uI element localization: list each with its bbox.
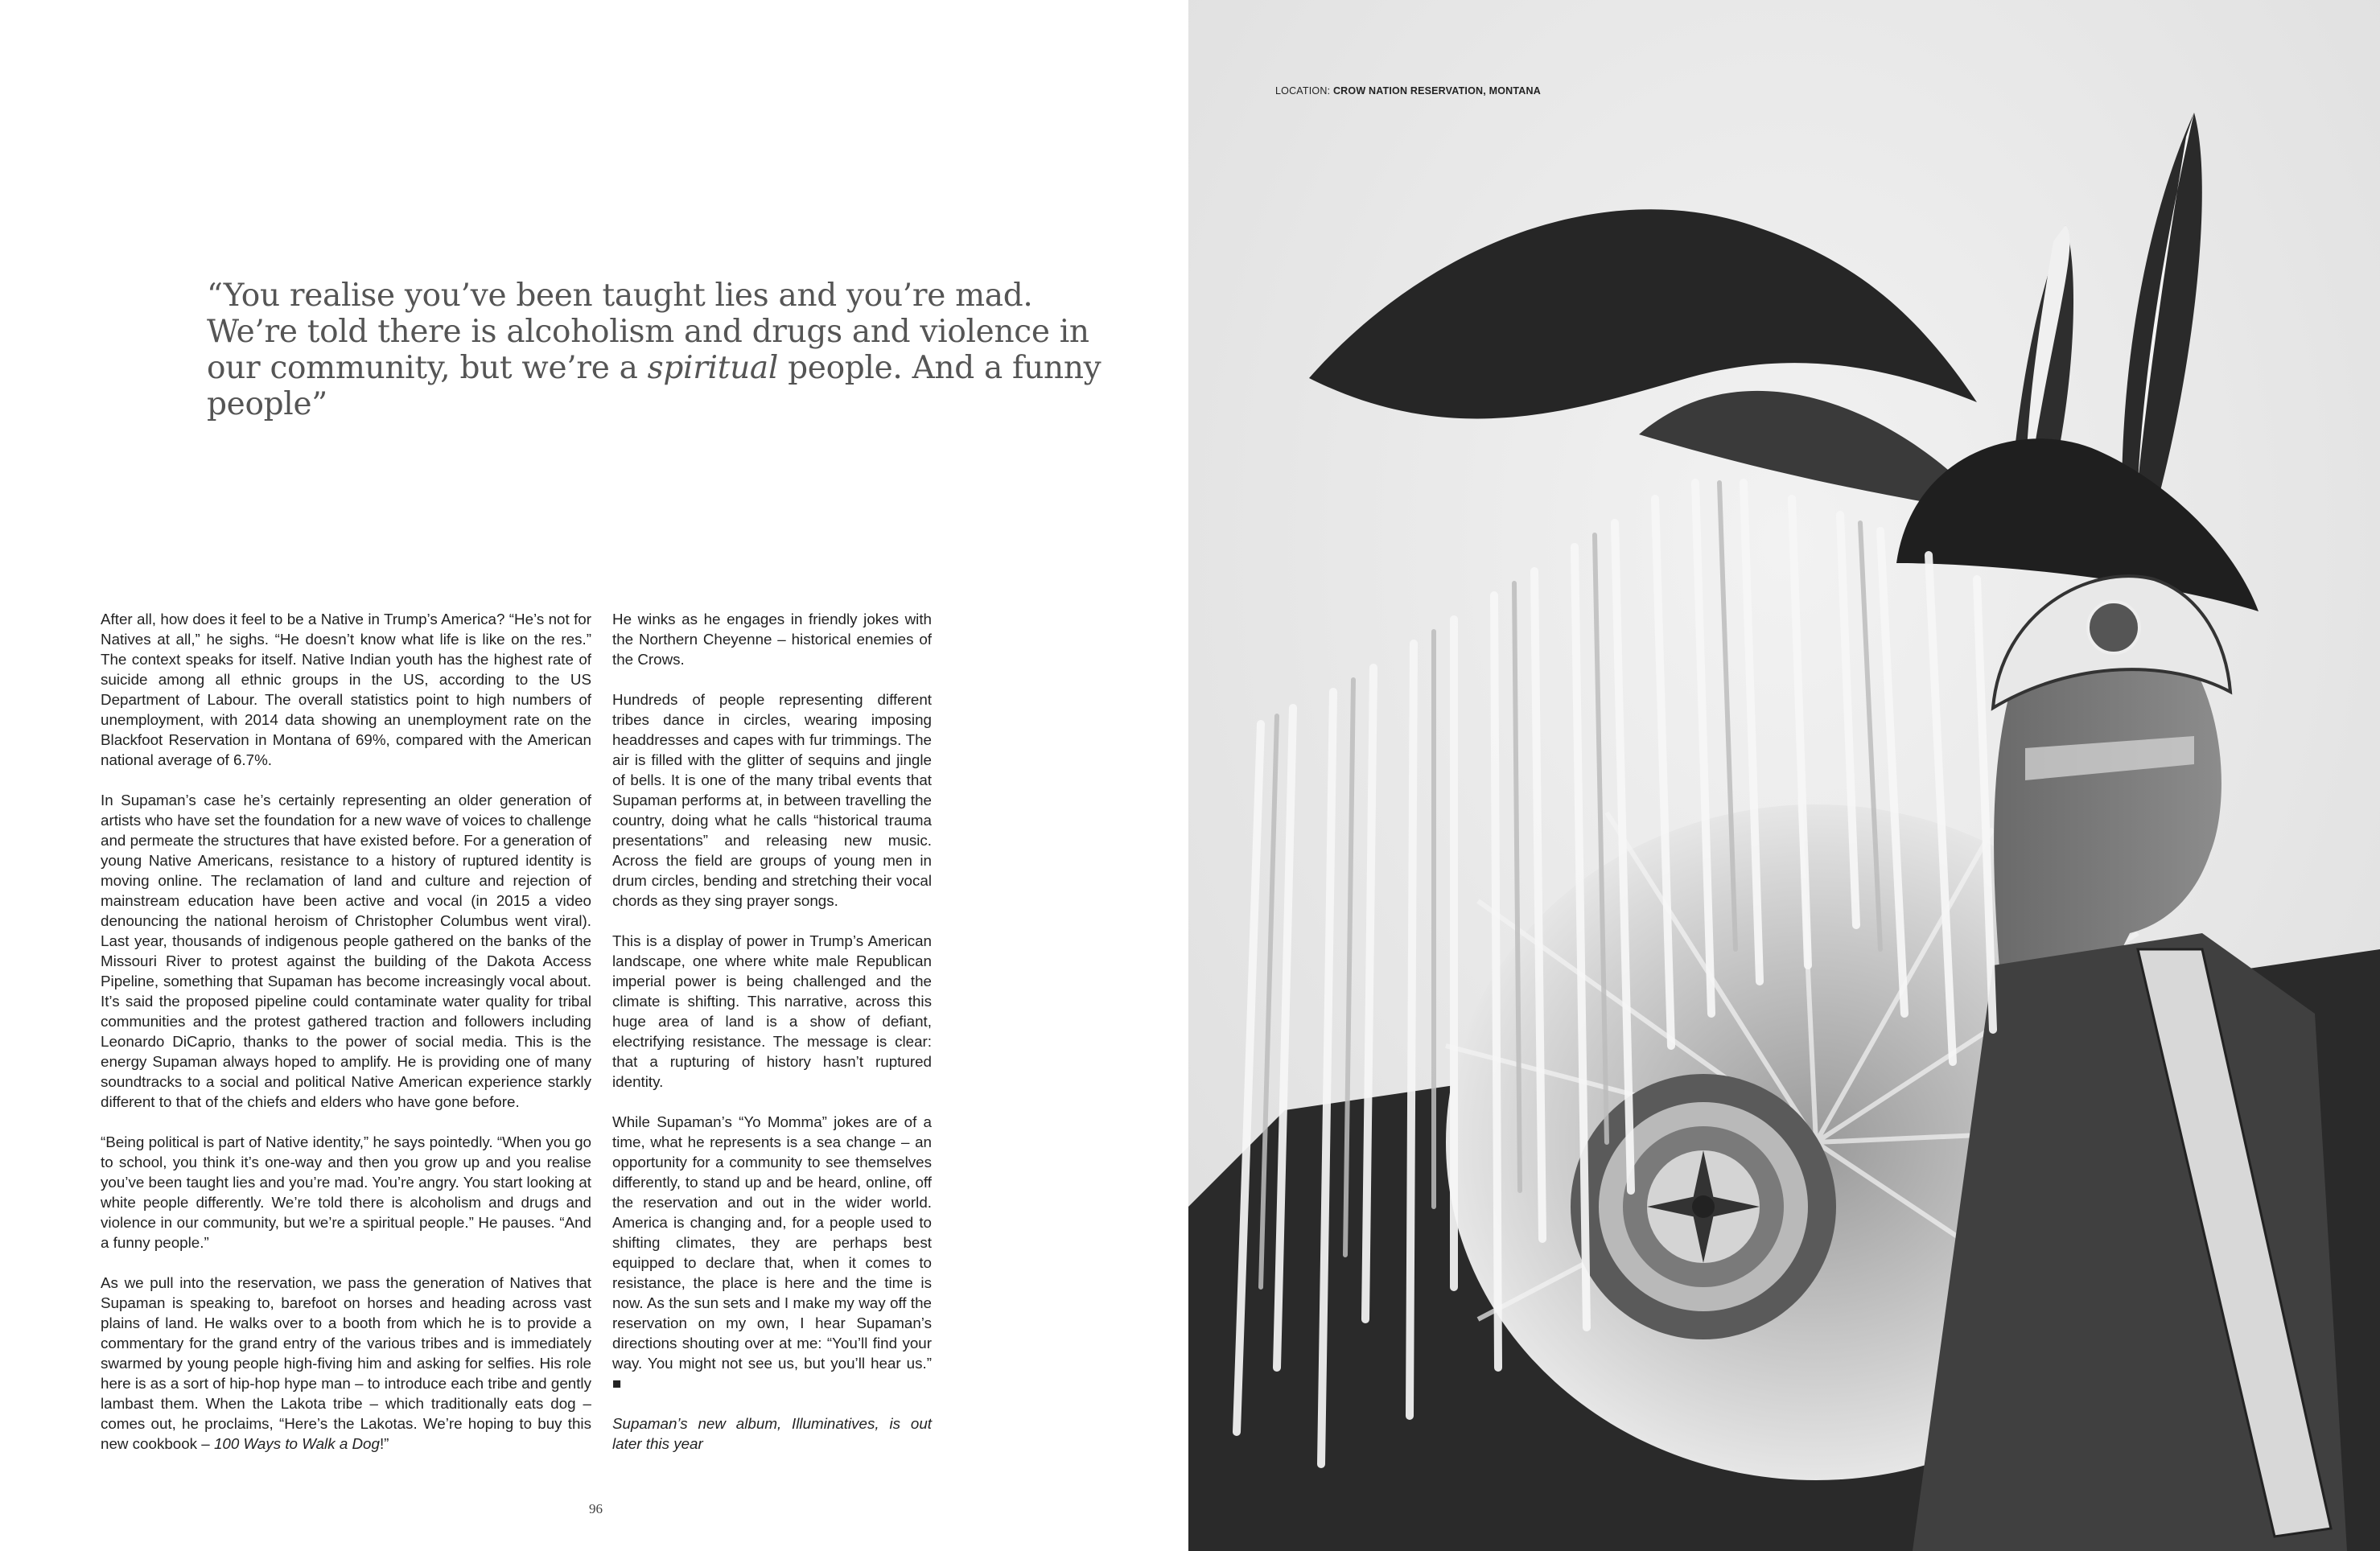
headband-medallion: [2088, 602, 2139, 653]
paragraph: In Supaman’s case he’s certainly representing an older generation of artists who have set the foundation for a new wave of voices to challenge and permeate the structures that have existed before. For a generation of young Native Americans, resistance to a history of ruptured identity is moving online. The reclamation of land and culture and rejection of mainstream education have been active and vocal (in 2015 a video denouncing the national heroism of Christopher Columbus went viral). Last year, thousands of indigenous people gathered on the banks of the Missouri River to protest against the building of the Dakota Access Pipeline, something that Supaman has become increasingly vocal about. It’s said the proposed pipeline could contaminate water quality for tribal communities and the protest gathered traction and followers including Leonardo DiCaprio, thanks to the power of social media. This is the energy Supaman always hoped to amplify. He is providing one of many soundtracks to a social and political Native American experience starkly different to that of the chiefs and elders who have gone before.: [101, 792, 591, 1110]
paragraph: This is a display of power in Trump’s American landscape, one where white male Republican imperial power is being challenged and the climate is shifting. This narrative, across this huge area of land is a show of defiant, electrifying resistance. The message is clear: that a rupturing of history hasn’t ruptured identity.: [612, 932, 932, 1090]
paragraph-text: As we pull into the reservation, we pass the generation of Natives that Supaman is speaking to, barefoot on horses and heading across vast plains of land. He walks over to a booth from which he is to provide a commentary for the grand entry of the various tribes and is immediately swarmed by young people high-fiving him and asking for selfies. His role here is as a sort of hip-hop hype man – to introduce each tribe and gently lambast them. When the Lakota tribe – which traditionally eats dog – comes out, he proclaims, “Here’s the Lakotas. We’re hoping to buy this new cookbook –: [101, 1274, 591, 1452]
pull-quote: [207, 278, 1116, 422]
paragraph: “Being political is part of Native identity,” he says pointedly. “When you go to school, you think it’s one-way and then you grow up and you realise you’ve been taught lies and you’re mad. You’re angry. You start looking at white people differently. We’re told there is alcoholism and drugs and violence in our community, but we’re a spiritual people.” He pauses. “And a funny people.”: [101, 1133, 591, 1251]
pull-quote-text: “You realise you’ve been taught lies and you’re mad. We’re told there is alcoholism and drugs and violence in our community, but we’re a: [207, 278, 1089, 386]
location-label: LOCATION:: [1275, 85, 1331, 97]
book-title: 100 Ways to Walk a Dog: [213, 1435, 380, 1452]
body-column-2: [612, 609, 932, 1474]
beaded-rosette: [1571, 1074, 1836, 1339]
paragraph-text: While Supaman’s “Yo Momma” jokes are of a time, what he represents is a sea change – an opportunity for a community to see themselves differently, to stand up and be heard, online, off the reservation and out in the wider world. America is changing and, for a people used to shifting climates, they are perhaps best equipped to declare that, when it comes to resistance, the place is here and the time is now. As the sun sets and I make my way off the reservation on my own, I hear Supaman’s directions shouting over at me: “You’ll find your way. You might not see us, but you’ll hear us.”: [612, 1113, 932, 1372]
dancer-photo: [1188, 0, 2380, 1551]
paragraph: After all, how does it feel to be a Native in Trump’s America? “He’s not for Natives at all,” he sighs. “He doesn’t know what life is like on the res.” The context speaks for itself. Native Indian youth has the highest rate of suicide among all ethnic groups in the US, according to the US Department of Labour. The overall statistics point to high numbers of unemployment, with 2014 data showing an unemployment rate on the Blackfoot Reservation in Montana of 69%, compared with the American national average of 6.7%.: [101, 611, 591, 768]
paragraph-text-end: !”: [379, 1435, 389, 1452]
paragraph: He winks as he engages in friendly jokes with the Northern Cheyenne – historical enemies of the Crows.: [612, 611, 932, 668]
photo-location: [1275, 85, 1541, 97]
end-mark-icon: ■: [612, 1375, 622, 1392]
photo-page: [1188, 0, 2380, 1551]
pull-quote-emphasis: spiritual: [647, 350, 779, 386]
paragraph: [101, 1273, 591, 1454]
album-note: Supaman’s new album, Illuminatives, is out later this year: [612, 1415, 932, 1452]
page-number: 96: [589, 1501, 603, 1516]
paragraph: [612, 1112, 932, 1393]
location-value: CROW NATION RESERVATION, MONTANA: [1332, 85, 1541, 97]
text-page: [0, 0, 1188, 1551]
body-column-1: [101, 609, 591, 1474]
pull-quote-text-end: people. And a funny people”: [207, 350, 1101, 422]
paragraph: Hundreds of people representing different tribes dance in circles, wearing imposing headdresses and capes with fur trimmings. The air is filled with the glitter of sequins and jingle of bells. It is one of the many tribal events that Supaman performs at, in between travelling the country, doing what he calls “historical trauma presentations” and releasing new music. Across the field are groups of young men in drum circles, bending and stretching their vocal chords as they sing prayer songs.: [612, 691, 932, 909]
